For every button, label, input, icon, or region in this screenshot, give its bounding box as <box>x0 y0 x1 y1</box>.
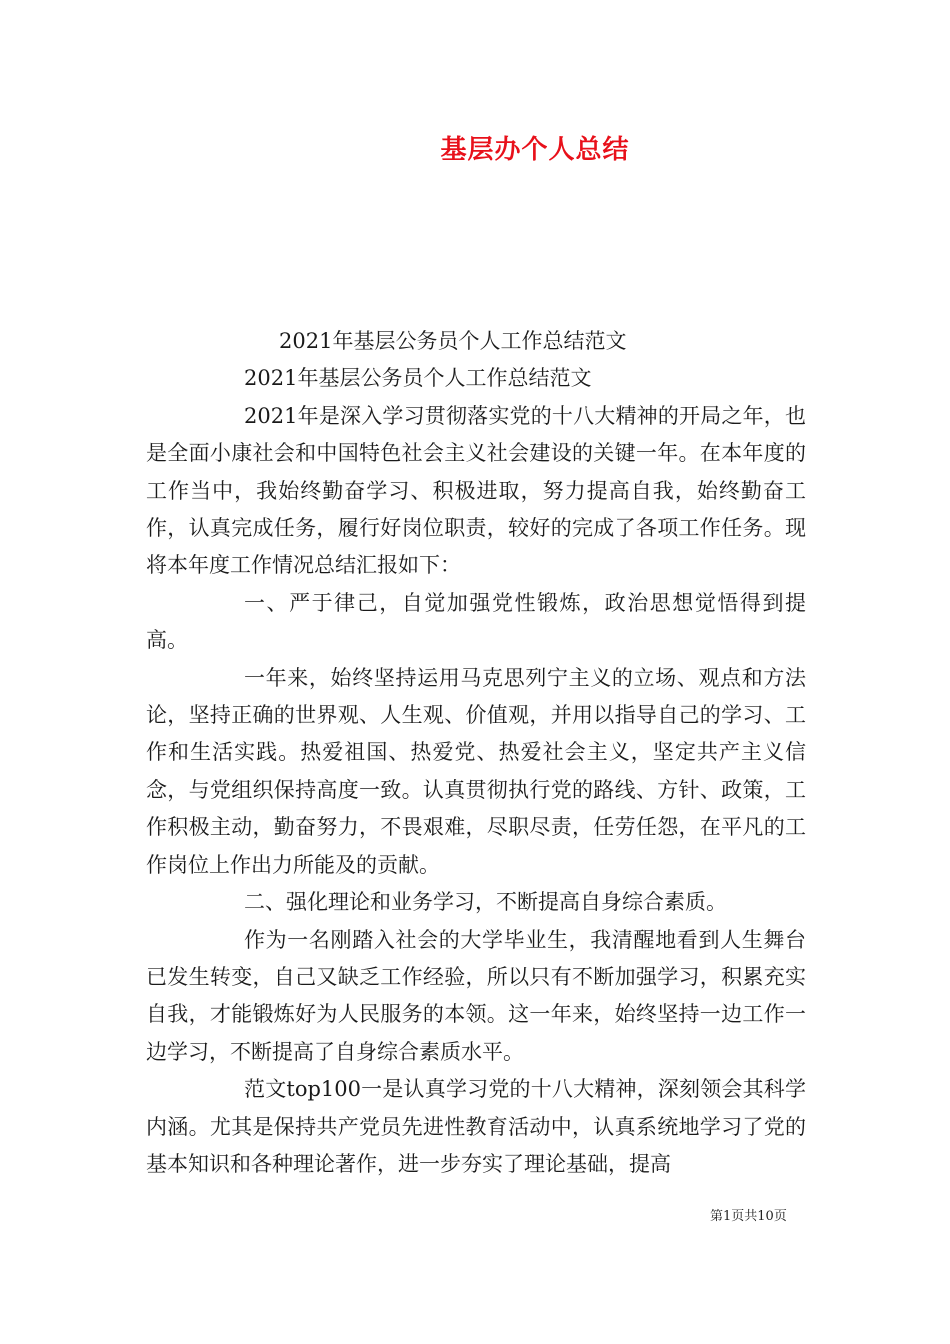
paragraph-intro: 2021年是深入学习贯彻落实党的十八大精神的开局之年，也是全面小康社会和中国特色社会主义社会建设的关键一年。在本年度的工作当中，我始终勤奋学习、积极进取，努力提高自我，始终勤奋工作，认真完成任务，履行好岗位职责，较好的完成了各项工作任务。现将本年度工作情况总结汇报如下： <box>146 403 806 578</box>
paragraph-section-2: 作为一名刚踏入社会的大学毕业生，我清醒地看到人生舞台已发生转变，自己又缺乏工作经验，所以只有不断加强学习，积累充实自我，才能锻炼好为人民服务的本领。这一年来，始终坚持一边工作一边学习，不断提高了自身综合素质水平。 <box>146 927 806 1064</box>
paragraph-section-2-point-1: 范文top100一是认真学习党的十八大精神，深刻领会其科学内涵。尤其是保持共产党员先进性教育活动中，认真系统地学习了党的基本知识和各种理论著作，进一步夯实了理论基础，提高 <box>146 1077 806 1176</box>
section-heading-2: 二、强化理论和业务学习，不断提高自身综合素质。 <box>244 890 727 915</box>
subtitle-secondary: 2021年基层公务员个人工作总结范文 <box>244 366 592 391</box>
document-title: 基层办个人总结 <box>440 135 630 165</box>
page-number-footer: 第1页共10页 <box>710 1209 787 1224</box>
paragraph-section-1: 一年来，始终坚持运用马克思列宁主义的立场、观点和方法论，坚持正确的世界观、人生观、价值观，并用以指导自己的学习、工作和生活实践。热爱祖国、热爱党、热爱社会主义，坚定共产主义信念，与党组织保持高度一致。认真贯彻执行党的路线、方针、政策，工作积极主动，勤奋努力，不畏艰难，尽职尽责，任劳任怨，在平凡的工作岗位上作出力所能及的贡献。 <box>146 665 806 877</box>
subtitle-primary: 2021年基层公务员个人工作总结范文 <box>279 329 627 353</box>
document-body <box>146 323 806 1183</box>
section-heading-1: 一、严于律己，自觉加强党性锻炼，政治思想觉悟得到提高。 <box>146 590 806 653</box>
